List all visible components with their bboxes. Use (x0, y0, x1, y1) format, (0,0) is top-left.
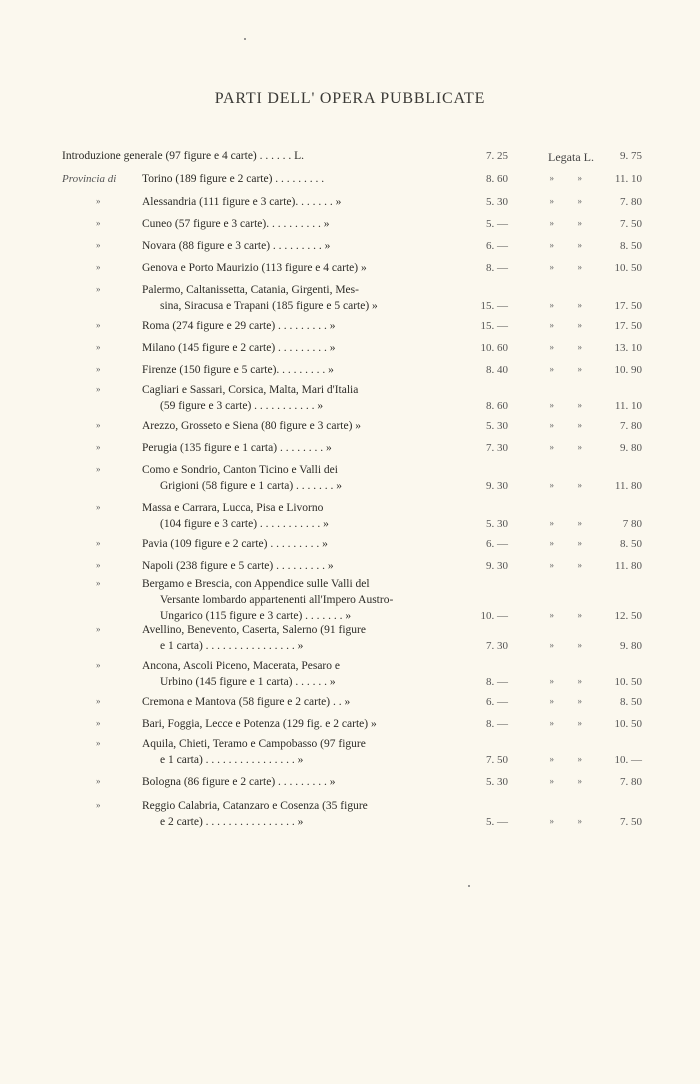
entry-line: Bologna (86 figure e 2 carte) . . . . . . . . . » (142, 776, 336, 788)
price-bound: 10. 90 (614, 364, 642, 376)
ditto-mark: » (96, 384, 101, 394)
ditto-mark: » (549, 816, 554, 826)
entry-line: Como e Sondrio, Canton Ticino e Valli dei (142, 464, 338, 476)
price-unbound: 15. — (480, 320, 508, 332)
ditto-mark: » (577, 640, 582, 650)
price-bound: 8. 50 (620, 240, 642, 252)
price-bound: 7 80 (622, 518, 642, 530)
ditto-mark: » (96, 364, 101, 374)
price-unbound: 7. 30 (486, 442, 508, 454)
ditto-mark: » (577, 610, 582, 620)
ditto-mark: » (577, 300, 582, 310)
price-unbound: 5. 30 (486, 518, 508, 530)
ditto-mark: » (577, 173, 582, 183)
entry-line: Reggio Calabria, Catanzaro e Cosenza (35 figure (142, 800, 368, 812)
ditto-mark: » (96, 196, 101, 206)
price-unbound: 5. 30 (486, 776, 508, 788)
price-bound: 9. 75 (620, 150, 642, 162)
price-unbound: 8. 40 (486, 364, 508, 376)
entry-line: Firenze (150 figure e 5 carte). . . . . . . . . » (142, 364, 334, 376)
ditto-mark: » (577, 718, 582, 728)
ditto-mark: » (96, 660, 101, 670)
ditto-mark: » (549, 173, 554, 183)
price-bound: 11. 80 (614, 480, 642, 492)
ditto-mark: » (577, 364, 582, 374)
ditto-mark: » (96, 538, 101, 548)
price-bound: 7. 80 (620, 420, 642, 432)
price-bound: 10. 50 (614, 262, 642, 274)
ditto-mark: » (577, 342, 582, 352)
entry-line: sina, Siracusa e Trapani (185 figure e 5 carte) » (160, 300, 378, 312)
entry-line: Napoli (238 figure e 5 carte) . . . . . . . . . » (142, 560, 334, 572)
ditto-mark: » (577, 518, 582, 528)
price-bound: 7. 50 (620, 816, 642, 828)
price-unbound: 8. 60 (486, 173, 508, 185)
ditto-mark: » (96, 420, 101, 430)
ditto-mark: » (577, 538, 582, 548)
ditto-mark: » (549, 420, 554, 430)
ditto-mark: » (577, 420, 582, 430)
ditto-mark: » (96, 502, 101, 512)
entry-line: Ungarico (115 figure e 3 carte) . . . . . . . » (160, 610, 352, 622)
entry-line: (59 figure e 3 carte) . . . . . . . . . . . » (160, 400, 324, 412)
price-unbound: 8. — (486, 676, 508, 688)
price-bound: 8. 50 (620, 696, 642, 708)
entry-line: Perugia (135 figure e 1 carta) . . . . . . . . » (142, 442, 332, 454)
price-unbound: 6. — (486, 538, 508, 550)
ditto-mark: » (96, 284, 101, 294)
price-bound: 7. 50 (620, 218, 642, 230)
entry-line: Urbino (145 figure e 1 carta) . . . . . . » (160, 676, 336, 688)
entry-line: Torino (189 figure e 2 carte) . . . . . . . . . (142, 173, 325, 185)
entry-line: Cagliari e Sassari, Corsica, Malta, Mari d'Italia (142, 384, 359, 396)
ditto-mark: » (549, 538, 554, 548)
ditto-mark: » (577, 442, 582, 452)
entry-line: Arezzo, Grosseto e Siena (80 figure e 3 carte) » (142, 420, 362, 432)
entry-line: Novara (88 figure e 3 carte) . . . . . . . . . » (142, 240, 331, 252)
ditto-mark: » (96, 738, 101, 748)
ditto-mark: » (549, 400, 554, 410)
entry-line: Aquila, Chieti, Teramo e Campobasso (97 figure (142, 738, 366, 750)
price-unbound: 10. 60 (480, 342, 508, 354)
entry-line: Cuneo (57 figure e 3 carte). . . . . . . . . . » (142, 218, 330, 230)
legata-label: Legata L. (548, 150, 594, 164)
entry-line: Avellino, Benevento, Caserta, Salerno (91 figure (142, 624, 366, 636)
entry-line: Milano (145 figure e 2 carte) . . . . . . . . . » (142, 342, 336, 354)
entry-line: Introduzione generale (97 figure e 4 carte) . . . . . . L. (62, 150, 305, 162)
ditto-mark: » (549, 364, 554, 374)
ditto-mark: » (577, 676, 582, 686)
top-speck (244, 38, 246, 40)
ditto-mark: » (96, 718, 101, 728)
ditto-mark: » (96, 624, 101, 634)
price-bound: 10. 50 (614, 676, 642, 688)
ditto-mark: » (577, 480, 582, 490)
price-bound: 10. 50 (614, 718, 642, 730)
ditto-mark: » (577, 776, 582, 786)
price-unbound: 8. — (486, 718, 508, 730)
entry-line: e 1 carta) . . . . . . . . . . . . . . . . » (160, 754, 304, 766)
price-bound: 11. 80 (614, 560, 642, 572)
price-unbound: 10. — (480, 610, 508, 622)
entry-line: Bergamo e Brescia, con Appendice sulle Valli del (142, 578, 370, 590)
price-unbound: 5. 30 (486, 420, 508, 432)
entry-line: e 2 carte) . . . . . . . . . . . . . . . . » (160, 816, 304, 828)
ditto-mark: » (96, 442, 101, 452)
ditto-mark: » (96, 240, 101, 250)
price-bound: 7. 80 (620, 196, 642, 208)
entry-line: Grigioni (58 figure e 1 carta) . . . . . . . » (160, 480, 343, 492)
ditto-mark: » (96, 218, 101, 228)
price-unbound: 5. — (486, 218, 508, 230)
ditto-mark: » (577, 240, 582, 250)
entry-line: e 1 carta) . . . . . . . . . . . . . . . . » (160, 640, 304, 652)
ditto-mark: » (96, 776, 101, 786)
ditto-mark: » (96, 696, 101, 706)
ditto-mark: » (549, 776, 554, 786)
ditto-mark: » (577, 560, 582, 570)
price-bound: 8. 50 (620, 538, 642, 550)
ditto-mark: » (549, 480, 554, 490)
entry-line: (104 figure e 3 carte) . . . . . . . . . . . » (160, 518, 329, 530)
entry-line: Genova e Porto Maurizio (113 figure e 4 carte) » (142, 262, 367, 274)
entry-line: Bari, Foggia, Lecce e Potenza (129 fig. e 2 carte) » (142, 718, 377, 730)
ditto-mark: » (549, 196, 554, 206)
ditto-mark: » (96, 800, 101, 810)
price-bound: 17. 50 (614, 300, 642, 312)
ditto-mark: » (549, 696, 554, 706)
price-bound: 7. 80 (620, 776, 642, 788)
ditto-mark: » (96, 320, 101, 330)
ditto-mark: » (577, 196, 582, 206)
ditto-mark: » (549, 640, 554, 650)
ditto-mark: » (549, 518, 554, 528)
price-bound: 11. 10 (614, 400, 642, 412)
price-unbound: 5. — (486, 816, 508, 828)
ditto-mark: » (577, 320, 582, 330)
page-heading: PARTI DELL' OPERA PUBBLICATE (214, 90, 486, 107)
ditto-mark: » (549, 342, 554, 352)
ditto-mark: » (577, 218, 582, 228)
ditto-mark: » (96, 464, 101, 474)
ditto-mark: » (549, 218, 554, 228)
ditto-mark: » (549, 676, 554, 686)
price-unbound: 7. 50 (486, 754, 508, 766)
ditto-mark: » (577, 696, 582, 706)
ditto-mark: » (577, 754, 582, 764)
price-unbound: 6. — (486, 696, 508, 708)
price-unbound: 9. 30 (486, 560, 508, 572)
ditto-mark: » (549, 718, 554, 728)
entry-line: Ancona, Ascoli Piceno, Macerata, Pesaro e (142, 660, 340, 672)
price-bound: 13. 10 (614, 342, 642, 354)
price-unbound: 9. 30 (486, 480, 508, 492)
price-bound: 11. 10 (614, 173, 642, 185)
price-bound: 9. 80 (620, 442, 642, 454)
ditto-mark: » (577, 262, 582, 272)
ditto-mark: » (96, 342, 101, 352)
province-prefix: Provincia di (62, 173, 117, 185)
entry-line: Versante lombardo appartenenti all'Impero Austro- (160, 594, 394, 606)
ditto-mark: » (549, 320, 554, 330)
price-unbound: 5. 30 (486, 196, 508, 208)
ditto-mark: » (577, 816, 582, 826)
ditto-mark: » (549, 262, 554, 272)
bottom-speck (468, 885, 470, 887)
price-unbound: 7. 30 (486, 640, 508, 652)
price-unbound: 8. 60 (486, 400, 508, 412)
price-bound: 9. 80 (620, 640, 642, 652)
ditto-mark: » (96, 578, 101, 588)
price-unbound: 6. — (486, 240, 508, 252)
entry-line: Cremona e Mantova (58 figure e 2 carte) . . » (142, 696, 351, 708)
ditto-mark: » (549, 240, 554, 250)
price-bound: 12. 50 (614, 610, 642, 622)
ditto-mark: » (549, 610, 554, 620)
price-unbound: 7. 25 (486, 150, 508, 162)
entry-line: Palermo, Caltanissetta, Catania, Girgenti, Mes- (142, 284, 359, 296)
ditto-mark: » (549, 300, 554, 310)
ditto-mark: » (577, 400, 582, 410)
price-unbound: 8. — (486, 262, 508, 274)
price-bound: 17. 50 (614, 320, 642, 332)
ditto-mark: » (96, 560, 101, 570)
entry-line: Massa e Carrara, Lucca, Pisa e Livorno (142, 502, 324, 514)
ditto-mark: » (96, 262, 101, 272)
entry-line: Alessandria (111 figure e 3 carte). . . . . . . » (142, 196, 342, 208)
price-unbound: 15. — (480, 300, 508, 312)
ditto-mark: » (549, 754, 554, 764)
entry-line: Pavia (109 figure e 2 carte) . . . . . . . . . » (142, 538, 328, 550)
price-bound: 10. — (614, 754, 642, 766)
entry-line: Roma (274 figure e 29 carte) . . . . . . . . . » (142, 320, 336, 332)
ditto-mark: » (549, 442, 554, 452)
ditto-mark: » (549, 560, 554, 570)
